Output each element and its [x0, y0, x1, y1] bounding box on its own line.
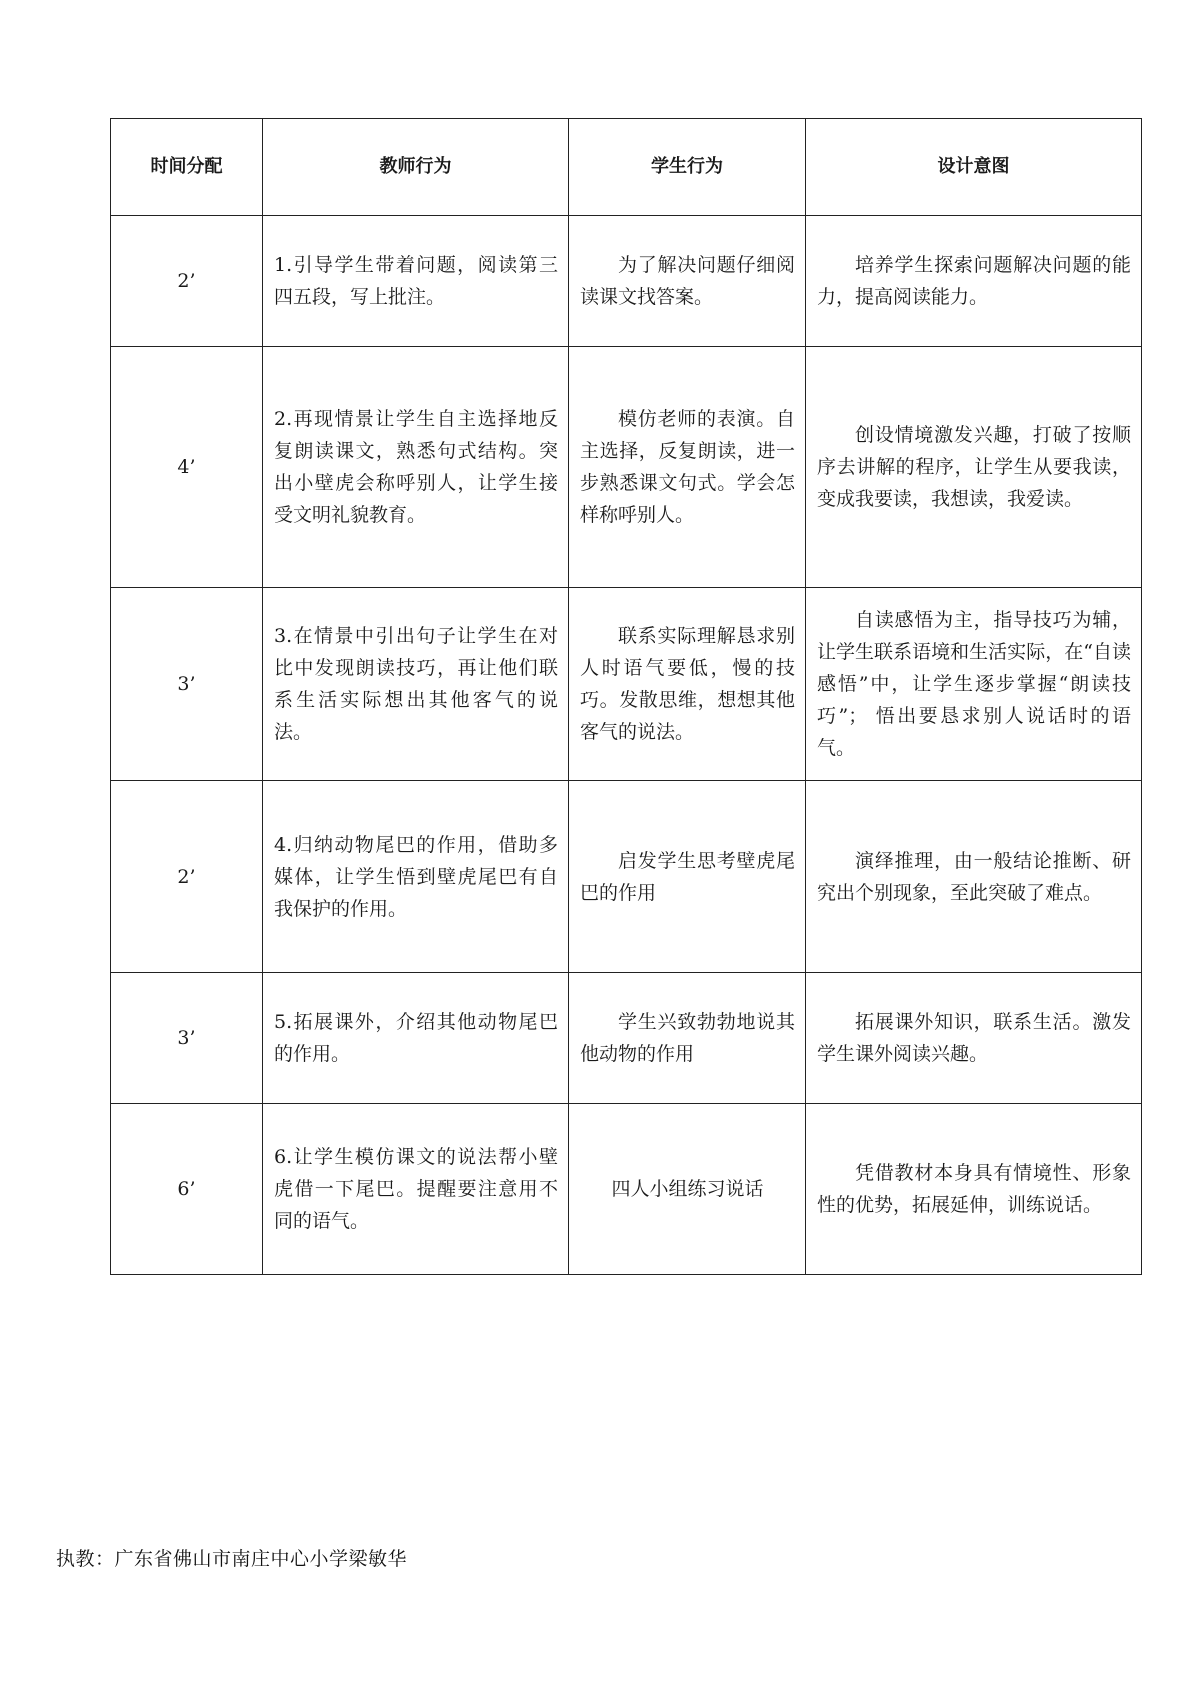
row-student: 学生兴致勃勃地说其他动物的作用 — [569, 973, 806, 1104]
row-teacher: 3.在情景中引出句子让学生在对比中发现朗读技巧，再让他们联系生活实际想出其他客气的说法。 — [263, 588, 569, 781]
lesson-plan-table — [110, 118, 1142, 1275]
row-student: 四人小组练习说话 — [569, 1104, 806, 1275]
row-student: 为了解决问题仔细阅读课文找答案。 — [569, 216, 806, 347]
row-time: 2’ — [111, 216, 263, 347]
table-row — [111, 588, 1142, 781]
table-row — [111, 973, 1142, 1104]
row-intent: 拓展课外知识，联系生活。激发学生课外阅读兴趣。 — [806, 973, 1142, 1104]
table-body — [111, 216, 1142, 1275]
header-teacher: 教师行为 — [263, 119, 569, 216]
row-student: 启发学生思考壁虎尾巴的作用 — [569, 781, 806, 973]
row-intent: 自读感悟为主，指导技巧为辅，让学生联系语境和生活实际，在“自读感悟”中，让学生逐步掌握“朗读技巧”； 悟出要恳求别人说话时的语气。 — [806, 588, 1142, 781]
row-teacher: 5.拓展课外，介绍其他动物尾巴的作用。 — [263, 973, 569, 1104]
header-row — [111, 119, 1142, 216]
row-intent: 创设情境激发兴趣，打破了按顺序去讲解的程序，让学生从要我读，变成我要读，我想读，我爱读。 — [806, 347, 1142, 588]
row-time: 4’ — [111, 347, 263, 588]
row-student: 联系实际理解恳求别人时语气要低，慢的技巧。发散思维，想想其他客气的说法。 — [569, 588, 806, 781]
table-row — [111, 781, 1142, 973]
row-intent: 培养学生探索问题解决问题的能力，提高阅读能力。 — [806, 216, 1142, 347]
row-time: 3’ — [111, 973, 263, 1104]
row-intent: 演绎推理，由一般结论推断、研究出个别现象，至此突破了难点。 — [806, 781, 1142, 973]
row-teacher: 1.引导学生带着问题，阅读第三四五段，写上批注。 — [263, 216, 569, 347]
row-teacher: 4.归纳动物尾巴的作用，借助多媒体，让学生悟到壁虎尾巴有自我保护的作用。 — [263, 781, 569, 973]
table-row — [111, 216, 1142, 347]
header-time: 时间分配 — [111, 119, 263, 216]
header-intent: 设计意图 — [806, 119, 1142, 216]
row-time: 3’ — [111, 588, 263, 781]
row-time: 6’ — [111, 1104, 263, 1275]
header-student: 学生行为 — [569, 119, 806, 216]
table-row — [111, 347, 1142, 588]
table-row — [111, 1104, 1142, 1275]
row-intent: 凭借教材本身具有情境性、形象性的优势，拓展延伸，训练说话。 — [806, 1104, 1142, 1275]
instructor-footer: 执教：广东省佛山市南庄中心小学梁敏华 — [56, 1548, 408, 1570]
row-time: 2’ — [111, 781, 263, 973]
row-teacher: 6.让学生模仿课文的说法帮小壁虎借一下尾巴。提醒要注意用不同的语气。 — [263, 1104, 569, 1275]
table-header — [111, 119, 1142, 216]
row-teacher: 2.再现情景让学生自主选择地反复朗读课文，熟悉句式结构。突出小壁虎会称呼别人，让学生接受文明礼貌教育。 — [263, 347, 569, 588]
row-student: 模仿老师的表演。自主选择，反复朗读，进一步熟悉课文句式。学会怎样称呼别人。 — [569, 347, 806, 588]
